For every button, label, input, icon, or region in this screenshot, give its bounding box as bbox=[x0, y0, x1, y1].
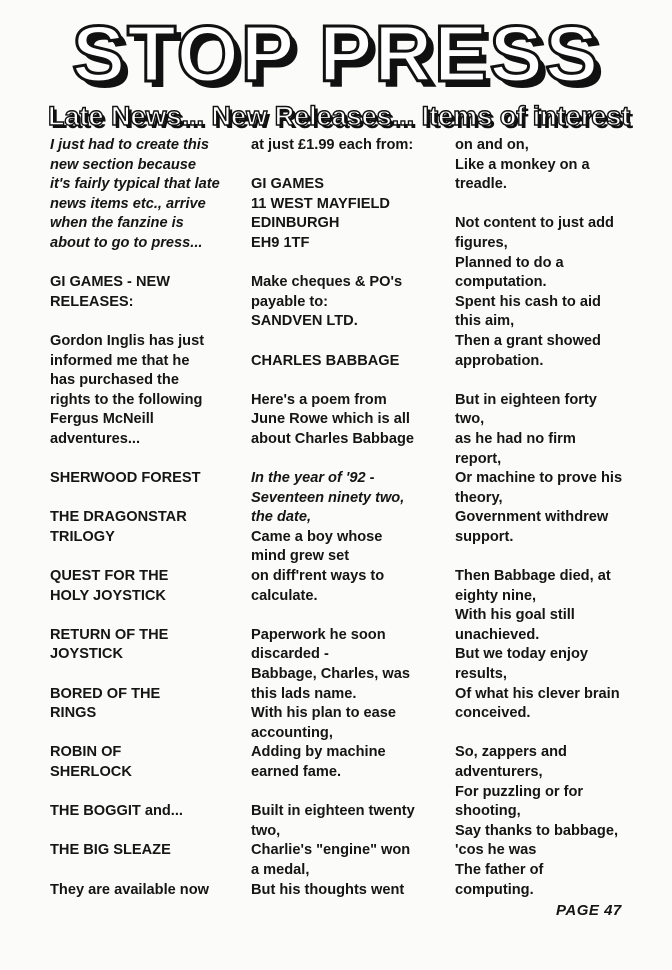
babbage-heading: CHARLES BABBAGE bbox=[251, 352, 400, 369]
poem-stanza-lines: Came a boy whose mind grew set on diff'rent ways to calculate. bbox=[251, 528, 385, 604]
section-subtitle: Late News... New Releases... Items of interest bbox=[48, 101, 631, 131]
poem-stanza: Paperwork he soon discarded - Babbage, Charles, was this lads name. With his plan to ease accounting, Adding by machine earned fame. bbox=[251, 626, 410, 780]
page-number: PAGE 47 bbox=[556, 902, 622, 919]
poem-stanza: But in eighteen forty two, as he had no firm report, Or machine to prove his theory, Government withdrew support. bbox=[455, 391, 623, 545]
game-title: SHERWOOD FOREST bbox=[50, 470, 201, 487]
column-3 bbox=[455, 136, 660, 900]
column-1 bbox=[50, 136, 240, 900]
game-title: THE BIG SLEAZE bbox=[50, 842, 171, 859]
game-title: BORED OF THE RINGS bbox=[50, 685, 161, 722]
poem-stanza: Then Babbage died, at eighty nine, With his goal still unachieved. But we today enjoy results, Of what his clever brain conceived. bbox=[455, 568, 620, 722]
price-text: at just £1.99 each from: bbox=[251, 137, 414, 153]
gi-games-body: Gordon Inglis has just informed me that he has purchased the rights to the following Fergus McNeill adventures... bbox=[50, 332, 205, 447]
page-title: STOP PRESS bbox=[71, 9, 601, 98]
game-title: QUEST FOR THE HOLY JOYSTICK bbox=[50, 568, 169, 604]
game-title: ROBIN OF SHERLOCK bbox=[50, 744, 132, 780]
poem-stanza-italic-lines: In the year of '92 - Seventeen ninety two, the date, bbox=[251, 470, 405, 526]
address-block: GI GAMES 11 WEST MAYFIELD EDINBURGH EH9 1TF bbox=[251, 176, 390, 251]
poem-stanza bbox=[251, 469, 447, 606]
poem-stanza: So, zappers and adventurers, For puzzling or for shooting, Say thanks to babbage, 'cos he was The father of computing. bbox=[455, 744, 619, 898]
gi-games-heading: GI GAMES - NEW RELEASES: bbox=[50, 274, 170, 310]
game-title: RETURN OF THE JOYSTICK bbox=[50, 626, 169, 663]
cheques-info: Make cheques & PO's payable to: SANDVEN LTD. bbox=[251, 274, 403, 330]
poem-stanza: on and on, Like a monkey on a treadle. bbox=[455, 137, 590, 193]
game-title: THE DRAGONSTAR TRILOGY bbox=[50, 509, 187, 545]
column-2 bbox=[251, 136, 447, 900]
poem-intro: Here's a poem from June Rowe which is all about Charles Babbage bbox=[251, 391, 414, 447]
poem-stanza: Not content to just add figures, Planned to do a computation. Spent his cash to aid this aim, Then a grant showed approbation. bbox=[455, 215, 614, 369]
intro-paragraph: I just had to create this new section because it's fairly typical that late news items etc., arrive when the fanzine is about to go to press... bbox=[50, 137, 220, 251]
availability-text: They are available now bbox=[50, 881, 209, 898]
game-title: THE BOGGIT and... bbox=[50, 803, 183, 820]
poem-stanza: Built in eighteen twenty two, Charlie's "engine" won a medal, But his thoughts went bbox=[251, 803, 415, 898]
